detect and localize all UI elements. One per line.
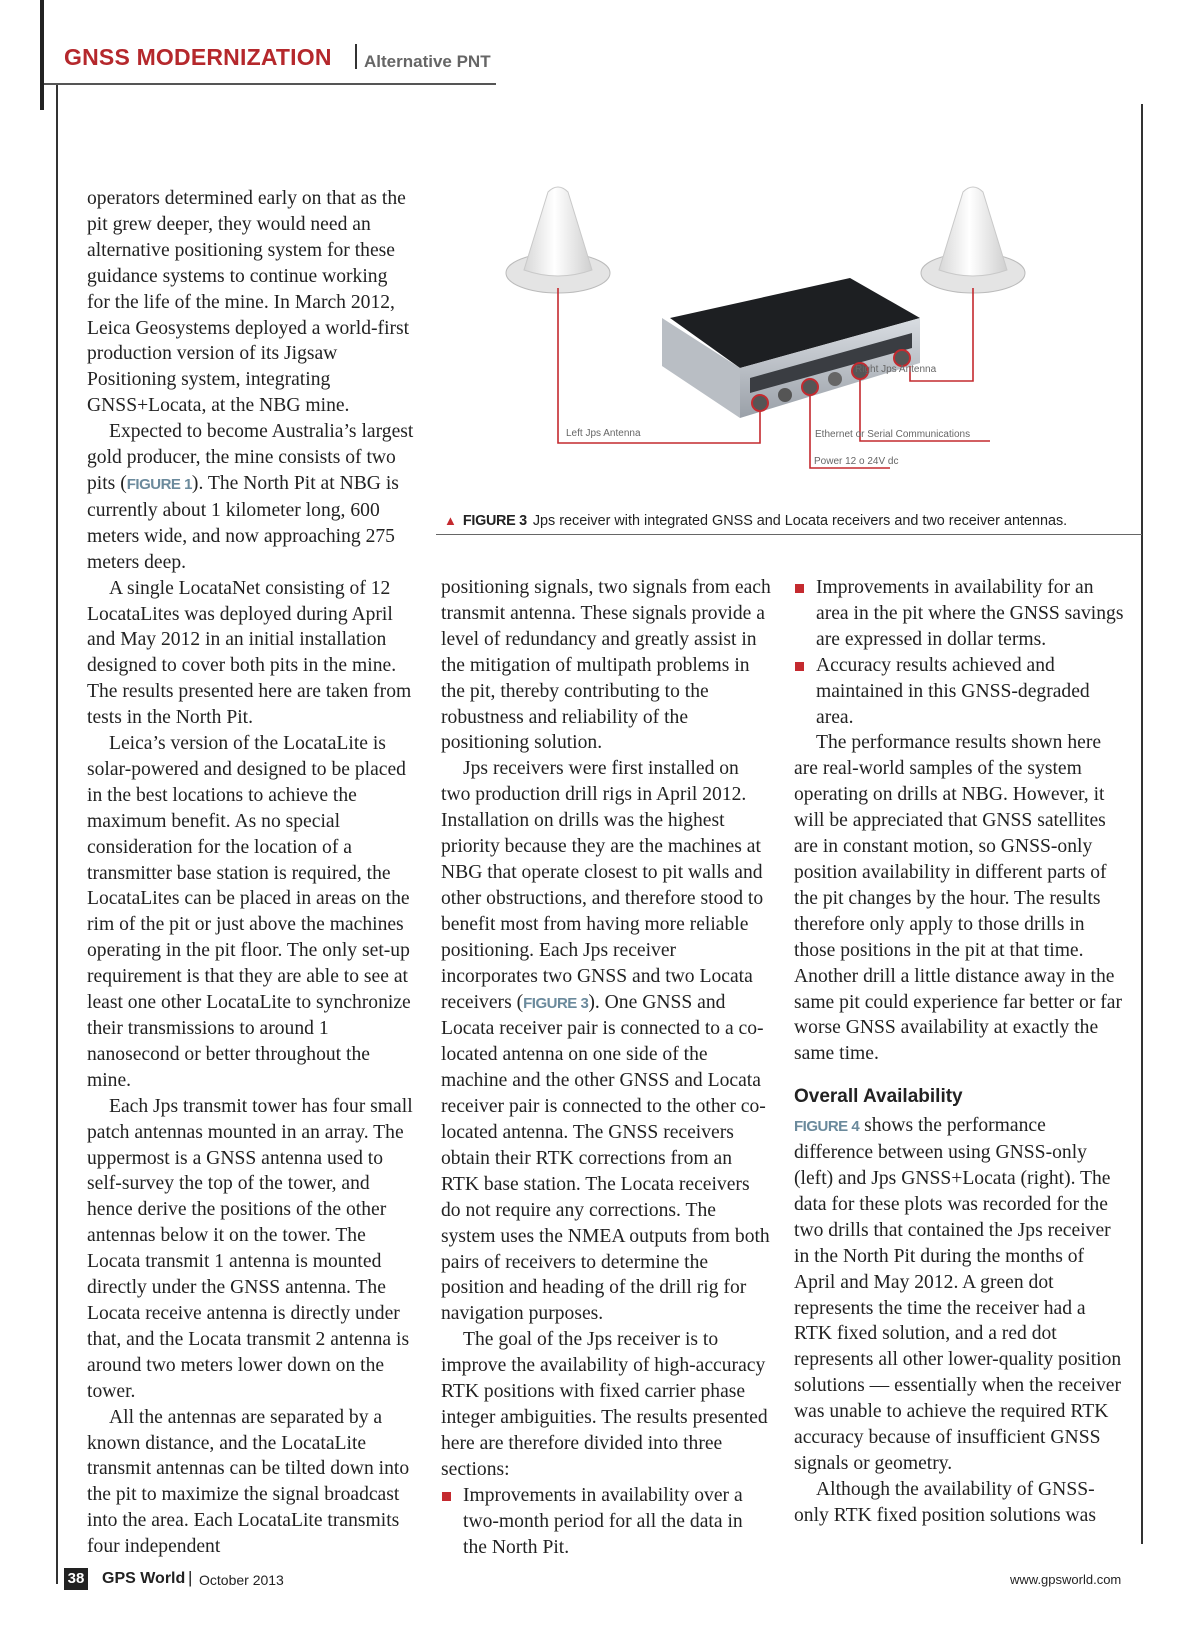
left-antenna-cone xyxy=(506,187,610,293)
callout-comms: Ethernet or Serial Communications xyxy=(815,429,971,440)
paragraph: Although the availability of GNSS-only RTK fixed position solutions was xyxy=(794,1478,1096,1526)
callout-left-antenna: Left Jps Antenna xyxy=(566,428,641,439)
figure-3-reference[interactable]: FIGURE 3 xyxy=(523,994,589,1012)
section-subtitle: Alternative PNT xyxy=(364,52,491,71)
paragraph: Each Jps transmit tower has four small patch antennas mounted in an array. The uppermost is a GNSS antenna used to self-survey the top of the tower, and hence derive the positions of the other antennas below it on the tower. The Locata transmit 1 antenna is mounted directly under the GNSS antenna. The Locata receive antenna is directly under that, and the Locata transmit 2 antenna is around two meters lower down on the tower. xyxy=(87,1095,413,1402)
paragraph: Expected to become Australia’s largest gold producer, the mine consists of two pits (FIGURE 1). The North Pit at NBG is currently about 1 kilometer long, 600 meters wide, and now approaching 275 meters deep. xyxy=(87,421,414,573)
triangle-icon: ▲ xyxy=(444,513,457,528)
figure-caption xyxy=(444,513,1067,529)
callout-right-antenna: Right Jps Antenna xyxy=(855,364,937,375)
paragraph: All the antennas are separated by a known distance, and the LocataLite transmit antennas can be tilted down into the pit to maximize the signal broadcast into the area. Each LocataLite transmits four independent xyxy=(87,1406,410,1558)
callout-power: Power 12 o 24V dc xyxy=(814,456,899,467)
paragraph: The performance results shown here are real-world samples of the system operating on drills at NBG. However, it will be appreciated that GNSS satellites are in constant motion, so GNSS-only position availability in different parts of the pit changes by the hour. The results therefore only apply to those drills in those positions in the pit at that time. Another drill a little distance away in the same pit could experience far better or far worse GNSS availability at exactly the same time. xyxy=(794,732,1123,1065)
footer-website[interactable]: www.gpsworld.com xyxy=(1010,1572,1122,1587)
section-title: GNSS MODERNIZATION xyxy=(64,44,332,70)
paragraph: operators determined early on that as the pit grew deeper, they would need an alternative positioning system for these guidance systems to continue working for the life of the mine. In March 2012, Leica Geosystems deployed a world-first production version of its Jigsaw Positioning system, integrating GNSS+Locata, at the NBG mine. xyxy=(87,188,410,417)
right-column-rule xyxy=(1141,104,1143,1544)
paragraph: The goal of the Jps receiver is to improve the availability of high-accuracy RTK positions with fixed carrier phase integer ambiguities. The results presented here are therefore divided into three sections: xyxy=(441,1329,768,1480)
right-antenna-cone xyxy=(921,187,1025,293)
jps-receiver-box xyxy=(662,278,920,418)
figure-1-reference[interactable]: FIGURE 1 xyxy=(126,475,192,493)
footer-magazine: GPS World xyxy=(102,1570,186,1587)
figure-caption-text: Jps receiver with integrated GNSS and Locata receivers and two receiver antennas. xyxy=(532,513,1068,529)
list-item: Improvements in availability for an area in the pit where the GNSS savings are expressed in dollar terms. xyxy=(794,575,1128,653)
figure-label: FIGURE 3 xyxy=(462,513,527,529)
left-margin-bar xyxy=(40,0,44,110)
section-heading: Overall Availability xyxy=(794,1086,963,1108)
footer-divider: | xyxy=(188,1568,193,1587)
column-2 xyxy=(441,575,771,1560)
column-3 xyxy=(794,575,1128,1529)
paragraph: Jps receivers were first installed on two production drill rigs in April 2012. Installation on drills was the highest priority because they are the machines at NBG that operate closest to pit walls and other obstructions, and therefore stood to benefit most from having more reliable positioning. Each Jps receiver incorporates two GNSS and two Locata receivers (FIGURE 3). One GNSS and Locata receiver pair is connected to a co-located antenna on one side of the machine and the other GNSS and Locata receiver pair is connected to the other co-located antenna. The GNSS receivers obtain their RTK corrections from an RTK base station. The Locata receivers do not require any corrections. The system uses the NMEA outputs from both pairs of receivers to determine the position and heading of the drill rig for navigation purposes. xyxy=(441,758,770,1325)
figure-rule xyxy=(436,534,1142,535)
list-item: Improvements in availability over a two-month period for all the data in the North Pit. xyxy=(441,1483,771,1561)
column-1 xyxy=(87,186,415,1560)
figure-3 xyxy=(440,178,1130,503)
left-margin-bar-thin xyxy=(56,84,58,1584)
bullet-list xyxy=(441,1483,771,1561)
list-item: Accuracy results achieved and maintained in this GNSS-degraded area. xyxy=(794,653,1128,731)
bullet-list xyxy=(794,575,1128,730)
header-rule xyxy=(44,83,496,85)
paragraph: A single LocataNet consisting of 12 LocataLites was deployed during April and May 2012 in an initial installation designed to cover both pits in the mine. The results presented here are taken from tests in the North Pit. xyxy=(87,577,412,729)
receiver-illustration xyxy=(440,178,1130,503)
footer-issue: October 2013 xyxy=(199,1572,284,1588)
paragraph: FIGURE 4 shows the performance difference between using GNSS-only (left) and Jps GNSS+Locata (right). The data for these plots was recorded for the two drills that contained the Jps receiver in the North Pit during the months of April and May 2012. A green dot represents the time the receiver had a RTK fixed solution, and a red dot represents all other lower-quality position solutions — essentially when the receiver was unable to achieve the required RTK accuracy because of insufficient GNSS signals or geometry. xyxy=(794,1115,1122,1474)
page-number: 38 xyxy=(64,1568,88,1590)
paragraph: Leica’s version of the LocataLite is solar-powered and designed to be placed in the best locations to achieve the maximum benefit. As no special consideration for the location of a transmitter base station is required, the LocataLites can be placed in areas on the rim of the pit or just above the machines operating in the pit floor. The only set-up requirement is that they are able to see at least one other LocataLite to synchronize their transmissions to around 1 nanosecond or better throughout the mine. xyxy=(87,733,411,1091)
header-divider xyxy=(355,44,357,69)
paragraph: positioning signals, two signals from each transmit antenna. These signals provide a level of redundancy and greatly assist in the mitigation of multipath problems in the pit, thereby contributing to the robustness and reliability of the positioning solution. xyxy=(441,577,771,754)
figure-4-reference[interactable]: FIGURE 4 xyxy=(794,1118,860,1136)
